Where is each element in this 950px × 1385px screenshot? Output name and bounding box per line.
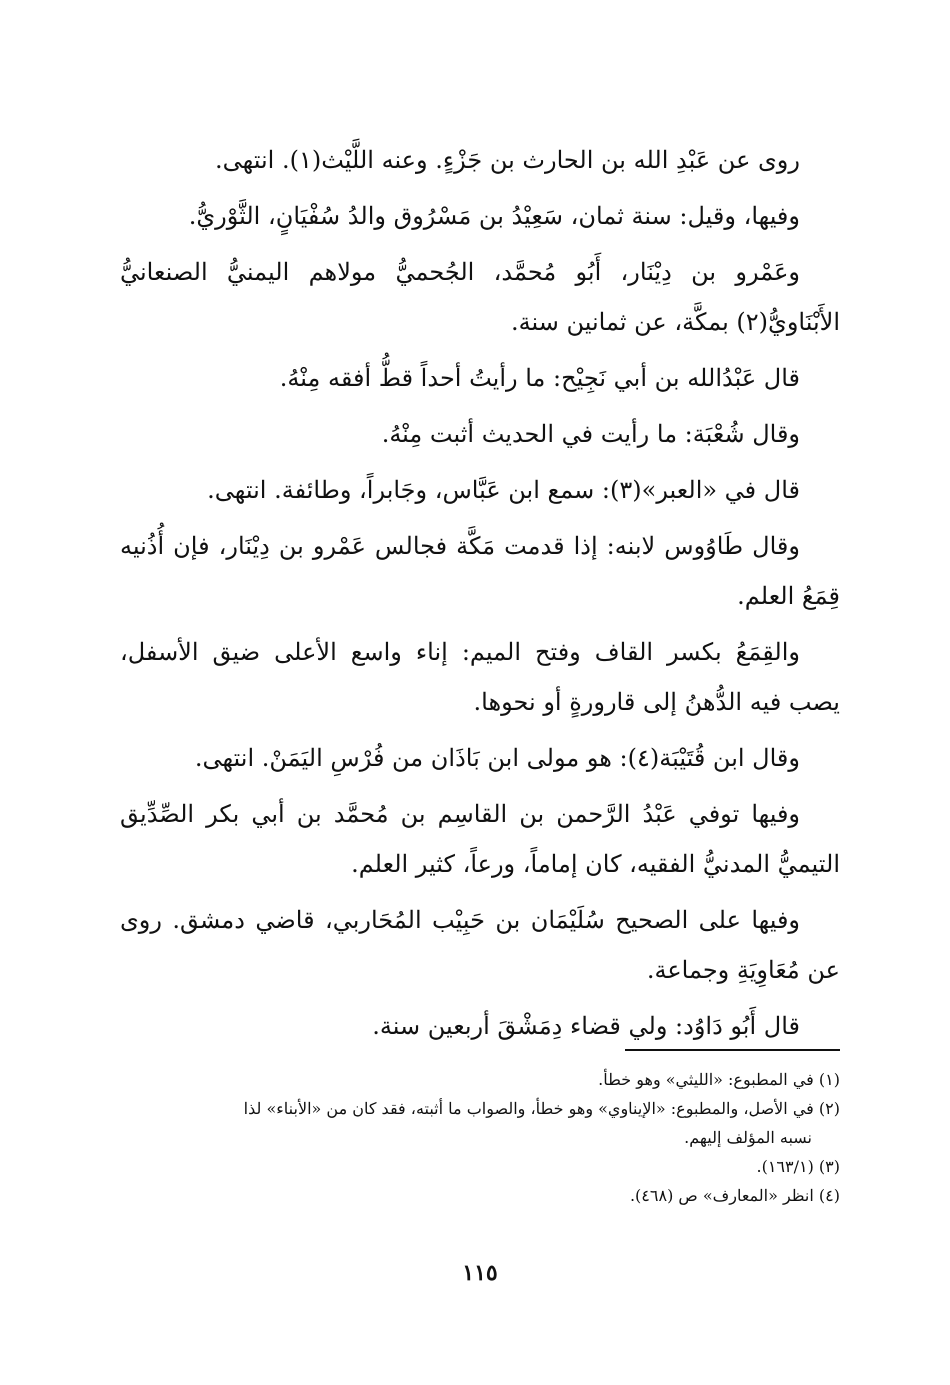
paragraph-3: وعَمْرو بن دِيْنَار، أَبُو مُحمَّد، الجُحميُّ مولاهم اليمنيُّ الصنعانيُّ الأَبْنَاويُّ(٢) بمكَّة، عن ثمانين سنة. bbox=[120, 258, 840, 336]
paragraph-5: وقال شُعْبَة: ما رأيت في الحديث أثبت مِنْهُ. bbox=[381, 420, 800, 448]
paragraph-6: قال في «العبر»(٣): سمع ابن عَبَّاس، وجَابراً، وطائفة. انتهى. bbox=[207, 476, 800, 504]
footnotes bbox=[120, 1065, 840, 1210]
paragraph-10: وفيها توفي عَبْدُ الرَّحمن بن القاسِم بن مُحمَّد بن أبي بكر الصِّدِّيق التيميُّ المدنيُّ الفقيه، كان إماماً، ورعاً، كثير العلم. bbox=[120, 800, 840, 878]
paragraph-4: قال عَبْدُالله بن أبي نَجِيْح: ما رأيتُ أحداً قطُّ أفقه مِنْهُ. bbox=[279, 364, 800, 392]
footnote-3: (٣) (١٦٣/١). bbox=[756, 1157, 840, 1176]
footnote-1: (١) في المطبوع: «الليثي» وهو خطأ. bbox=[598, 1070, 840, 1089]
paragraph-11: وفيها على الصحيح سُلَيْمَان بن حَبِيْب المُحَاربي، قاضي دمشق. روى عن مُعَاوِيَةِ وجماعة. bbox=[120, 906, 840, 984]
footnote-2-continuation: نسبه المؤلف إليهم. bbox=[684, 1128, 812, 1147]
footnote-4: (٤) انظر «المعارف» ص (٤٦٨). bbox=[629, 1186, 840, 1205]
footnote-divider bbox=[625, 1049, 840, 1051]
paragraph-1: روى عن عَبْدِ الله بن الحارث بن جَزْءٍ. وعنه اللَّيْث(١). انتهى. bbox=[215, 146, 800, 174]
paragraph-8: والقِمَعُ بكسر القاف وفتح الميم: إناء واسع الأعلى ضيق الأسفل، يصب فيه الدُّهنُ إلى قارورةٍ أو نحوها. bbox=[120, 638, 840, 716]
footnote-2: (٢) في الأصل، والمطبوع: «الإيناوي» وهو خطأ، والصواب ما أثبته، فقد كان من «الأبناء» لذا bbox=[243, 1099, 840, 1118]
paragraph-7: وقال طَاوُوس لابنه: إذا قدمت مَكَّة فجالس عَمْرو بن دِيْنَار، فإن أُذُنيه قِمَعُ العلم. bbox=[120, 532, 840, 610]
page-number: ١١٥ bbox=[462, 1260, 498, 1286]
paragraph-12: قال أَبُو دَاوُد: ولي قضاء دِمَشْقَ أربعين سنة. bbox=[372, 1012, 800, 1040]
paragraph-9: وقال ابن قُتَيْبَة(٤): هو مولى ابن بَاذَان من فُرْسِ اليَمَنْ. انتهى. bbox=[194, 744, 800, 772]
book-page bbox=[120, 135, 840, 1315]
paragraph-2: وفيها، وقيل: سنة ثمان، سَعِيْدُ بن مَسْرُوق والدُ سُفْيَانٍ، الثَّوْريُّ. bbox=[188, 202, 800, 230]
